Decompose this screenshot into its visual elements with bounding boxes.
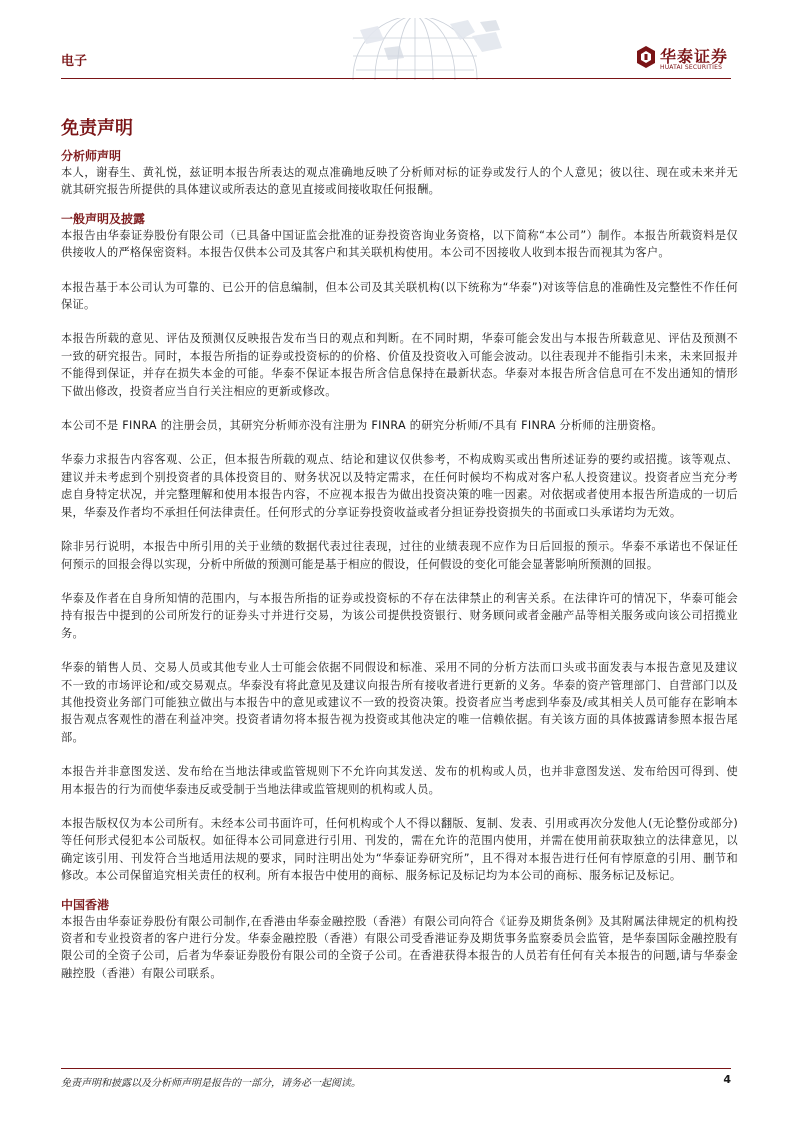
- footer-divider: [61, 1068, 731, 1069]
- paragraph: 华泰的销售人员、交易人员或其他专业人士可能会依据不同假设和标准、采用不同的分析方法而口头或书面发表与本报告意见及建议不一致的市场评论和/或交易观点。华泰没有将此意见及建议向报告所有接收者进行更新的义务。华泰的资产管理部门、自营部门以及其他投资业务部门可能独立做出与本报告中的意见或建议不一致的投资决策。投资者应当考虑到华泰及/或其相关人员可能存在影响本报告观点客观性的潜在利益冲突。投资者请勿将本报告视为投资或其他决定的唯一信赖依据。有关该方面的具体披露请参照本报告尾部。: [61, 661, 738, 744]
- paragraph: 本报告由华泰证券股份有限公司（已具备中国证监会批准的证券投资咨询业务资格，以下简称“本公司”）制作。本报告所载资料是仅供接收人的严格保密资料。本报告仅供本公司及其客户和其关联机构使用。本公司不因接收人收到本报告而视其为客户。: [61, 228, 738, 260]
- paragraph: 华泰力求报告内容客观、公正，但本报告所载的观点、结论和建议仅供参考，不构成购买或出售所述证券的要约或招揽。该等观点、建议并未考虑到个别投资者的具体投资目的、财务状况以及特定需求，在任何时候均不构成对客户私人投资建议。投资者应当充分考虑自身特定状况，并完整理解和使用本报告内容，不应视本报告为做出投资决策的唯一因素。对依据或者使用本报告所造成的一切后果，华泰及作者均不承担任何法律责任。任何形式的分享证券投资收益或者分担证券投资损失的书面或口头承诺均为无效。: [61, 453, 738, 519]
- paragraph: 本人，谢春生、黄礼悦，兹证明本报告所表达的观点准确地反映了分析师对标的证券或发行人的个人意见；彼以往、现在或未来并无就其研究报告所提供的具体建议或所表达的意见直接或间接收取任何报酬。: [61, 166, 738, 197]
- header-divider: [61, 78, 731, 79]
- paragraph: 除非另行说明，本报告中所引用的关于业绩的数据代表过往表现，过往的业绩表现不应作为日后回报的预示。华泰不承诺也不保证任何预示的回报会得以实现，分析中所做的预测可能是基于相应的假设，任何假设的变化可能会显著影响所预测的回报。: [61, 540, 738, 571]
- page-title: 免责声明: [61, 118, 133, 139]
- paragraph: 华泰及作者在自身所知情的范围内，与本报告所指的证券或投资标的不存在法律禁止的利害关系。在法律许可的情况下，华泰可能会持有报告中提到的公司所发行的证券头寸并进行交易，为该公司提供投资银行、财务顾问或者金融产品等相关服务或向该公司招揽业务。: [61, 591, 738, 640]
- huatai-logo-mark-icon: [636, 45, 656, 69]
- section-hong-kong: [61, 897, 738, 983]
- section-heading: 中国香港: [61, 897, 110, 912]
- logo-english-name: HUATAI SECURITIES: [660, 64, 723, 71]
- header-section-label: 电子: [61, 54, 88, 69]
- globe-watermark-icon: [300, 18, 530, 80]
- disclaimer-sections: [61, 148, 738, 982]
- paragraph: 本公司不是 FINRA 的注册会员，其研究分析师亦没有注册为 FINRA 的研究分析师/不具有 FINRA 分析师的注册资格。: [61, 419, 663, 433]
- logo-chinese-name: 华泰证券: [660, 47, 729, 66]
- section-analyst-statement: [61, 148, 738, 199]
- paragraph: 本报告所载的意见、评估及预测仅反映报告发布当日的观点和判断。在不同时期，华泰可能会发出与本报告所载意见、评估及预测不一致的研究报告。同时，本报告所指的证券或投资标的的价格、价值及投资收入可能会波动。以往表现并不能指引未来，未来回报并不能得到保证，并存在损失本金的可能。华泰不保证本报告所含信息保持在最新状态。华泰对本报告所含信息可在不发出通知的情形下做出修改，投资者应当自行关注相应的更新或修改。: [61, 332, 738, 398]
- footer-note: 免责声明和披露以及分析师声明是报告的一部分，请务必一起阅读。: [61, 1078, 361, 1089]
- paragraph: 本报告基于本公司认为可靠的、已公开的信息编制，但本公司及其关联机构(以下统称为“华泰”)对该等信息的准确性及完整性不作任何保证。: [61, 280, 738, 312]
- huatai-logo: [636, 42, 736, 76]
- page-number: 4: [723, 1073, 731, 1086]
- section-general-disclosure: [61, 211, 738, 885]
- section-heading: 一般声明及披露: [61, 211, 146, 226]
- section-heading: 分析师声明: [61, 149, 122, 163]
- paragraph: 本报告版权仅为本公司所有。未经本公司书面许可，任何机构或个人不得以翻版、复制、发表、引用或再次分发他人(无论整份或部分)等任何形式侵犯本公司版权。如征得本公司同意进行引用、刊发的，需在允许的范围内使用，并需在使用前获取独立的法律意见，以确定该引用、刊发符合当地适用法规的要求，同时注明出处为“华泰证券研究所”，且不得对本报告进行任何有悖原意的引用、删节和修改。本公司保留追究相关责任的权利。所有本报告中使用的商标、服务标记及标记均为本公司的商标、服务标记及标记。: [61, 816, 738, 883]
- paragraph: 本报告由华泰证券股份有限公司制作,在香港由华泰金融控股（香港）有限公司向符合《证券及期货条例》及其附属法律规定的机构投资者和专业投资者的客户进行分发。华泰金融控股（香港）有限公司受香港证券及期货事务监察委员会监管，是华泰国际金融控股有限公司的全资子公司，后者为华泰证券股份有限公司的全资子公司。在香港获得本报告的人员若有任何有关本报告的问题,请与华泰金融控股（香港）有限公司联系。: [61, 914, 738, 980]
- paragraph: 本报告并非意图发送、发布给在当地法律或监管规则下不允许向其发送、发布的机构或人员，也并非意图发送、发布给因可得到、使用本报告的行为而使华泰违反或受制于当地法律或监管规则的机构或人员。: [61, 765, 738, 796]
